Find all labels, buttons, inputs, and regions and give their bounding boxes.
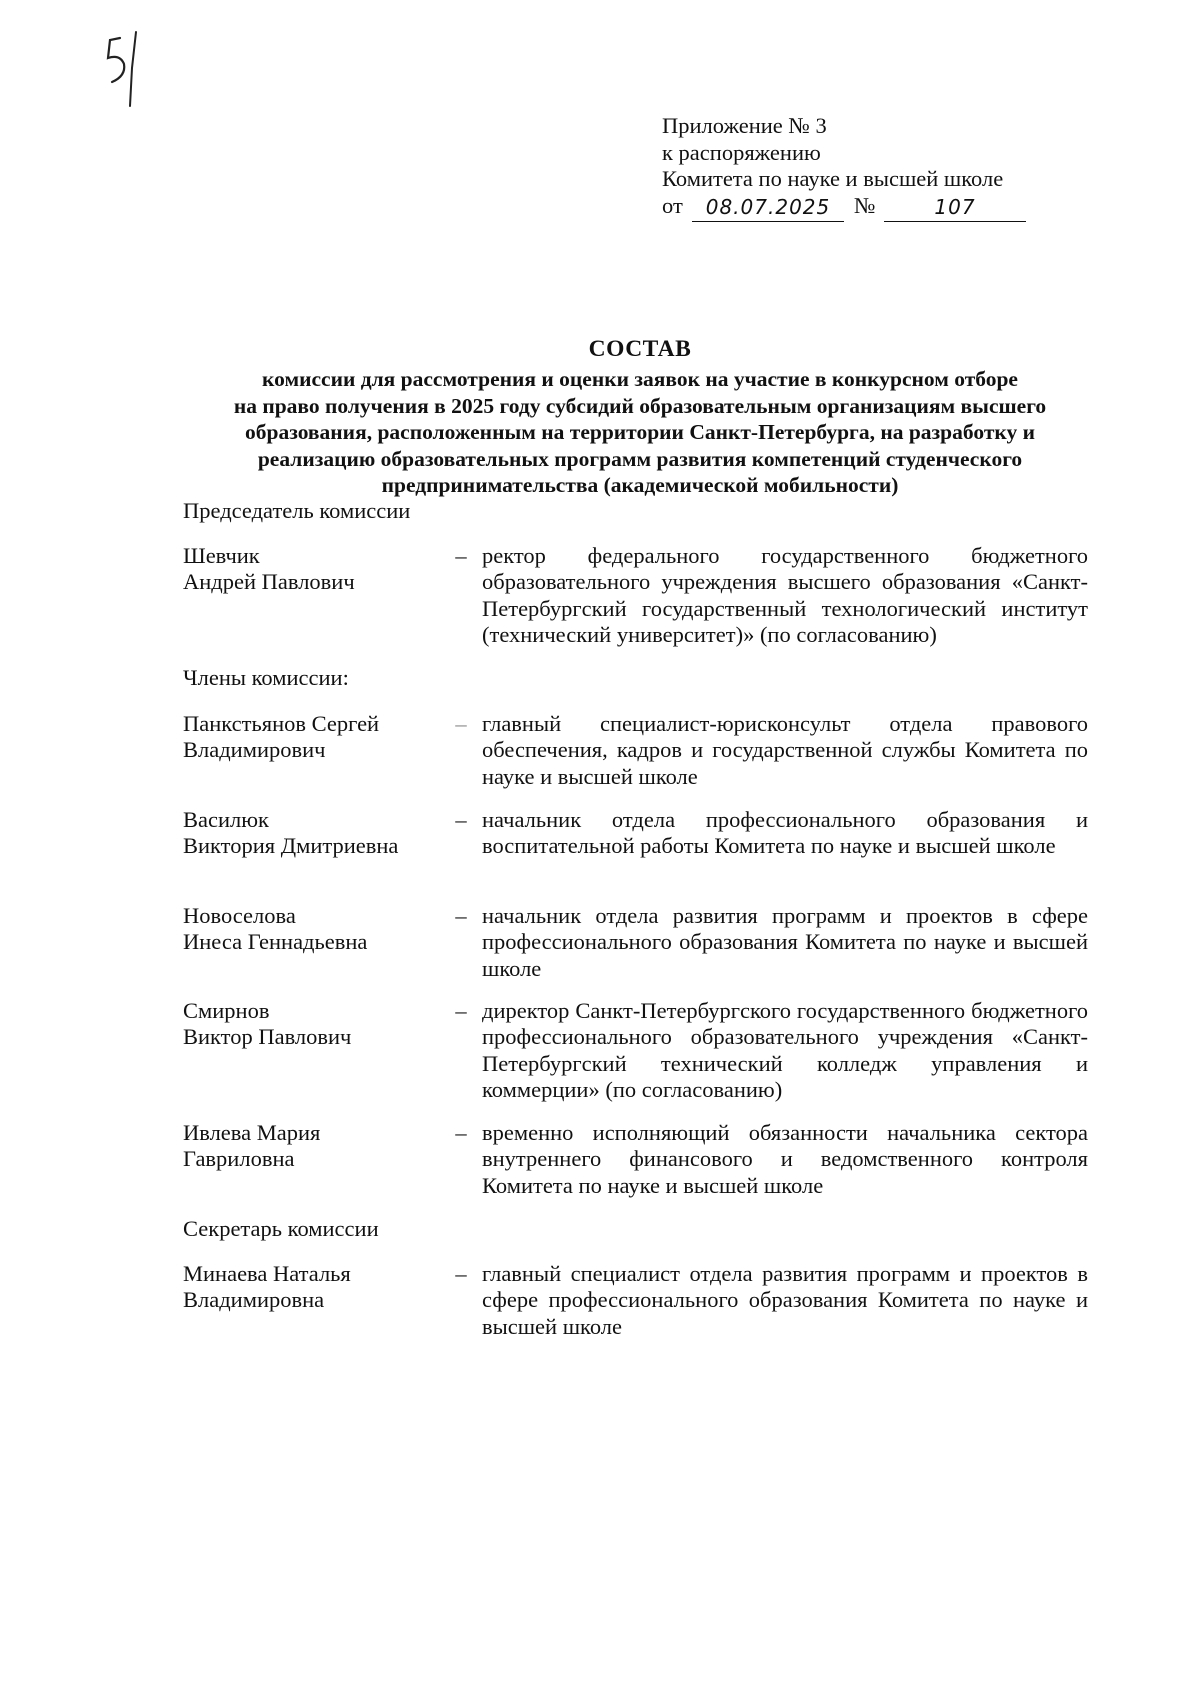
subtitle-line: образования, расположенным на территории Санкт-Петербурга, на разработку и bbox=[245, 420, 1035, 444]
member-surname: Минаева Наталья bbox=[183, 1261, 351, 1286]
member-given-names: Владимировна bbox=[183, 1287, 325, 1313]
date-prefix: от bbox=[662, 192, 683, 218]
member-surname: Панкстьянов Сергей bbox=[183, 711, 380, 736]
dash-separator: – bbox=[455, 543, 467, 568]
member-name bbox=[183, 711, 443, 764]
order-label: к распоряжению bbox=[662, 139, 821, 165]
dash-separator: – bbox=[455, 998, 467, 1023]
dash-separator: – bbox=[455, 903, 467, 928]
member-surname: Василюк bbox=[183, 807, 269, 832]
members-section-label: Члены комиссии: bbox=[183, 665, 349, 690]
member-surname: Ивлева Мария bbox=[183, 1120, 321, 1145]
member-given-names: Виктория Дмитриевна bbox=[183, 833, 399, 859]
appendix-label: Приложение № 3 bbox=[662, 113, 827, 138]
member-name bbox=[183, 1261, 443, 1314]
member-role: директор Санкт-Петербургского государственного бюджетного профессионального образовательного учреждения «Санкт-Петербургский технический колледж управления и коммерции» (по согласованию) bbox=[482, 998, 1088, 1102]
member-surname: Смирнов bbox=[183, 998, 270, 1023]
subtitle-line: предпринимательства (академической мобильности) bbox=[381, 473, 899, 497]
member-name bbox=[183, 543, 443, 596]
subtitle-line: комиссии для рассмотрения и оценки заявок на участие в конкурсном отборе bbox=[262, 367, 1018, 391]
member-given-names: Владимирович bbox=[183, 737, 326, 763]
member-role: начальник отдела профессионального образования и воспитательной работы Комитета по науке и высшей школе bbox=[482, 807, 1088, 859]
member-given-names: Виктор Павлович bbox=[183, 1024, 352, 1050]
handwritten-page-number bbox=[98, 28, 158, 108]
approval-header bbox=[662, 113, 1003, 223]
member-given-names: Гавриловна bbox=[183, 1146, 295, 1172]
document-title: СОСТАВ bbox=[588, 336, 692, 362]
document-title-block bbox=[180, 335, 1100, 499]
member-surname: Новоселова bbox=[183, 903, 296, 928]
member-given-names: Андрей Павлович bbox=[183, 569, 355, 595]
dash-separator: – bbox=[455, 1261, 467, 1286]
handwritten-number: 107 bbox=[884, 193, 1026, 222]
member-given-names: Инеса Геннадьевна bbox=[183, 929, 368, 955]
member-role: временно исполняющий обязанности начальника сектора внутреннего финансового и ведомственного контроля Комитета по науке и высшей школе bbox=[482, 1120, 1088, 1198]
member-name bbox=[183, 807, 443, 860]
member-name bbox=[183, 903, 443, 956]
subtitle-line: реализацию образовательных программ развития компетенций студенческого bbox=[257, 446, 1023, 471]
member-role: начальник отдела развития программ и проектов в сфере профессионального образования Комитета по науке и высшей школе bbox=[482, 903, 1088, 981]
dash-separator: – bbox=[455, 807, 467, 832]
member-role: главный специалист отдела развития программ и проектов в сфере профессионального образования Комитета по науке и высшей школе bbox=[482, 1261, 1088, 1339]
handwritten-date: 08.07.2025 bbox=[692, 193, 844, 222]
member-surname: Шевчик bbox=[183, 543, 260, 568]
member-role: главный специалист-юрисконсульт отдела правового обеспечения, кадров и государственной службы Комитета по науке и высшей школе bbox=[482, 711, 1088, 789]
number-sign: № bbox=[854, 192, 876, 218]
dash-separator: – bbox=[455, 1120, 467, 1145]
committee-label: Комитета по науке и высшей школе bbox=[662, 166, 1004, 191]
dash-separator: – bbox=[455, 711, 467, 736]
member-name bbox=[183, 998, 443, 1051]
page-number-handwriting bbox=[98, 28, 158, 108]
date-number-line bbox=[662, 193, 1003, 223]
chair-section-label: Председатель комиссии bbox=[183, 498, 411, 523]
member-role: ректор федерального государственного бюджетного образовательного учреждения высшего образования «Санкт-Петербургский государственный технологический институт (технический университет)» (по согласованию) bbox=[482, 543, 1088, 647]
member-name bbox=[183, 1120, 443, 1173]
subtitle-line: на право получения в 2025 году субсидий образовательным организациям высшего bbox=[233, 393, 1047, 418]
secretary-section-label: Секретарь комиссии bbox=[183, 1216, 379, 1241]
document-subtitle bbox=[180, 366, 1100, 499]
